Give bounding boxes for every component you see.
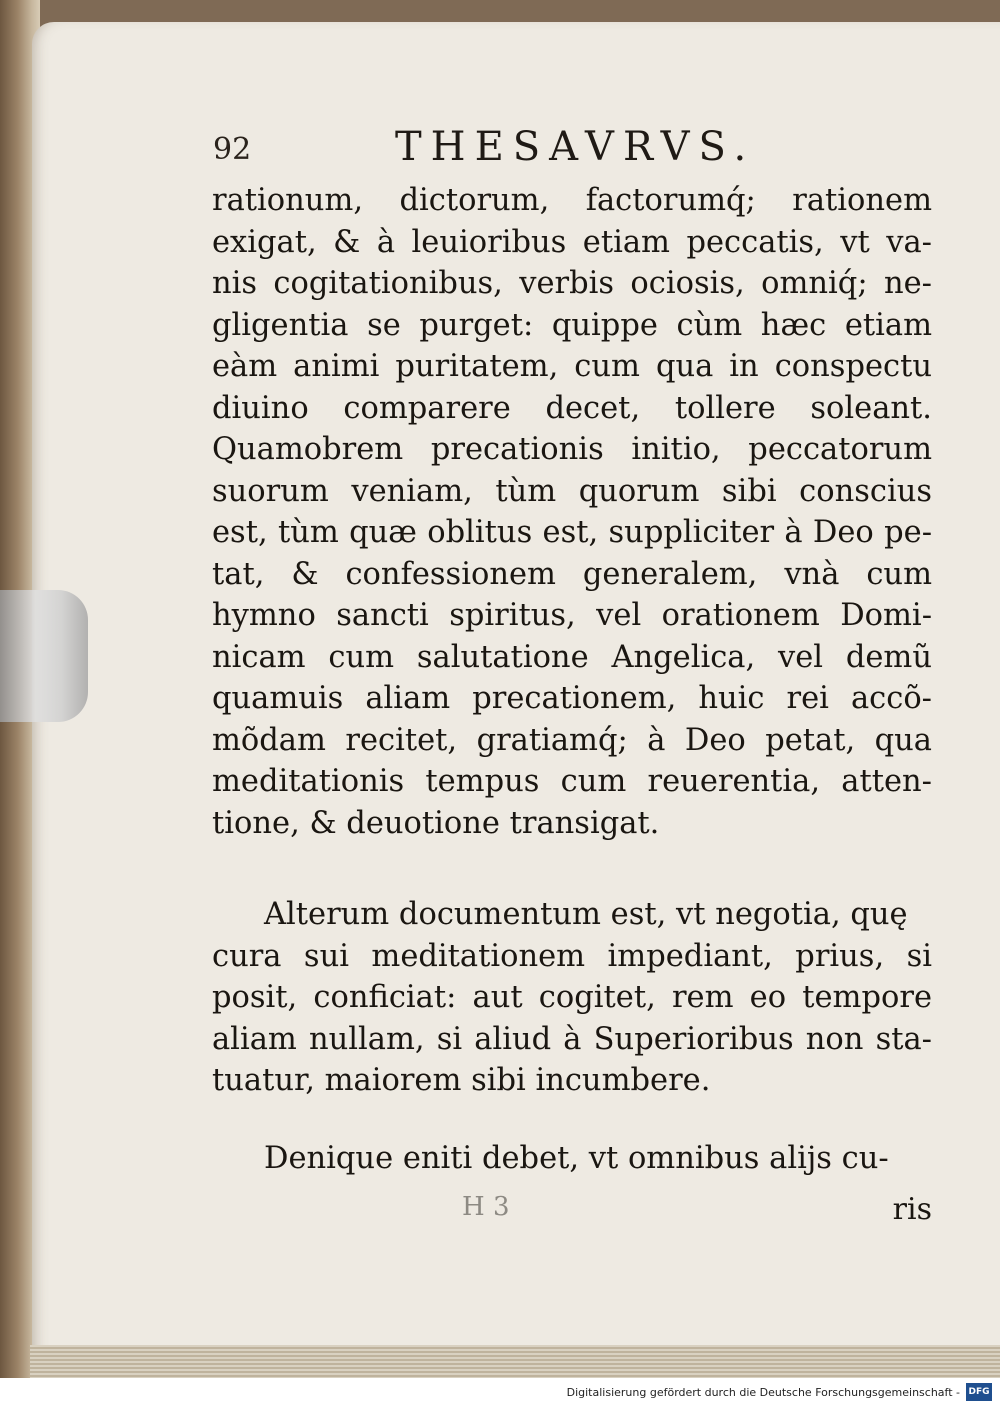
text-line: quamuis aliam precationem, huic rei accõ- (212, 681, 932, 716)
text-line: rationum, dictorum, factorumq́; rationem (212, 183, 932, 218)
text-line: est, tùm quæ oblitus est, suppliciter à Deo pe- (212, 515, 932, 550)
paragraph-1 (212, 180, 932, 844)
paragraph-gap (212, 1102, 932, 1138)
text-line: tuatur, maiorem sibi incumbere. (212, 1063, 711, 1098)
text-line: cura sui meditationem impediant, prius, si (212, 938, 932, 974)
text-line: gligentia se purget: quippe cùm hæc etiam (212, 307, 932, 343)
text-line: mõdam recitet, gratiamq́; à Deo petat, qua (212, 722, 932, 758)
text-line: aliam nullam, si aliud à Superioribus non sta- (212, 1021, 932, 1057)
text-block (212, 180, 932, 1179)
text-line: exigat, & à leuioribus etiam peccatis, vt va- (212, 224, 932, 260)
text-line: hymno sancti spiritus, vel orationem Domi- (212, 598, 932, 633)
page-clip (0, 590, 88, 722)
text-line: nicam cum salutatione Angelica, vel demũ (212, 639, 932, 675)
text-line: eàm animi puritatem, cum qua in conspectu (212, 349, 932, 384)
paragraph-gap (212, 844, 932, 894)
page-stack-edge (30, 1345, 1000, 1378)
digitization-footer (0, 1378, 1000, 1409)
signature-mark: H 3 (462, 1192, 510, 1222)
paragraph-2 (212, 894, 932, 1102)
page-header (205, 122, 765, 170)
text-line: tat, & confessionem generalem, vnà cum (212, 556, 932, 592)
text-line: tione, & deuotione transigat. (212, 805, 660, 841)
text-line: suorum veniam, tùm quorum sibi conscius (212, 473, 932, 509)
text-line: posit, conficiat: aut cogitet, rem eo tempore (212, 980, 932, 1015)
running-title: THESAVRVS. (395, 124, 756, 170)
dfg-logo-icon: DFG (966, 1383, 992, 1401)
text-line: Denique eniti debet, vt omnibus alijs cu- (264, 1140, 889, 1176)
text-line: Alterum documentum est, vt negotia, quę (264, 897, 908, 932)
text-line: nis cogitationibus, verbis ociosis, omniq́; ne- (212, 266, 932, 301)
page-foot-row (232, 1192, 932, 1232)
text-line: meditationis tempus cum reuerentia, atten- (212, 764, 932, 799)
footer-credit: Digitalisierung gefördert durch die Deutsche Forschungsgemeinschaft - (566, 1386, 960, 1399)
catchword: ris (892, 1192, 932, 1227)
text-line: diuino comparere decet, tollere soleant. (212, 390, 932, 426)
paragraph-3 (212, 1138, 932, 1180)
page-number: 92 (213, 132, 252, 167)
text-line: Quamobrem precationis initio, peccatorum (212, 432, 932, 467)
